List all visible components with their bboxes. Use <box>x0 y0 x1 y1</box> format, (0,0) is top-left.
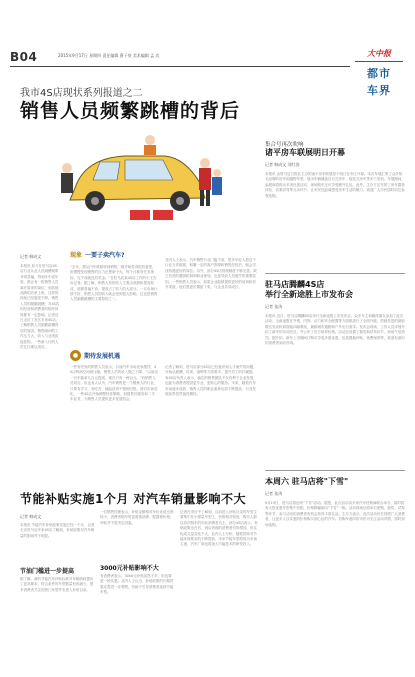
subhead-badge-icon: ● <box>70 350 81 361</box>
section-name-line2: 车界 <box>367 84 391 97</box>
page-number: B04 <box>10 50 38 64</box>
right-mid-body: 本报讯 近日，驻马店腾麟4S店举行全新途胜上市发布会，众多车主和媒体朋友参加了此次活动。全新途胜在外观、内饰、动力和安全配置等方面都进行了全面升级，搭载先进的涡轮增压发动机和智能四驱系统，兼顾城市通勤和户外出行需求。发布会现场，工作人员详细介绍了新车的各项亮点，并公布了官方指导价格。活动还设置了抽奖和试驾环节，现场气氛热烈。据介绍，新车上市期间订购可享受多重优惠，包括置换补贴、免费保养等，欢迎有意向的消费者到店咨询。 <box>265 314 405 346</box>
issue-line: 2015年9月17日 星期四 责任编辑 曹子豪 美术编辑 孟 宾 <box>58 53 160 58</box>
right-top-title-1: 集合号再次吹响 <box>265 142 304 148</box>
bottom-column1 <box>20 510 95 672</box>
bottom-byline: 记者 韩成文 <box>20 514 42 519</box>
header-rule <box>10 66 350 67</box>
subhead-prefix: 现象 <box>70 252 83 259</box>
lead-kicker: 我市4S店现状系列报道之二 <box>20 88 143 99</box>
right-mid-title-2: 举行全新途胜上市发布会 <box>265 290 353 299</box>
lead-byline: 记者 韩成文 <box>20 254 42 259</box>
bottom-body-2: 据了解，新的节能汽车补贴标准对车辆油耗提出了更高要求，符合条件的车型数量有所减少，很多消费者关注的热门车型并未进入补贴目录。 <box>20 577 94 592</box>
bottom-body-3: 一位销售经理表示，补贴金额相对车价来说比例较小，消费者购车时更看重品牌、配置和价格，补贴并不是决定因素。 <box>100 510 174 525</box>
lead-body-column5: 记者了解到，驻马店部分4S店已经意识到人才流失的问题，开始从薪酬、培训、福利等方面着手，提升员工的归属感。有4S店负责人表示，稳定的销售团队不仅有利于企业发展，也能为消费者提供更专业、更贴心的服务。未来，随着汽车市场逐步成熟，销售人员的职业素养也将不断提高，行业发展前景依然值得期待。 <box>165 365 257 397</box>
lead-subhead-2 <box>70 350 120 361</box>
right-top-body: 本报讯 由驻马店日报社主办的诸平房车联展将于明日在市区开幕。本次车展汇集了众多知名品牌的房车和越野车型，展出车辆涵盖自行式房车、拖挂式房车等多个类别。车展期间，参展商将推出多项优惠活动，现场购车还可享受额外礼包。此外，主办方还安排了房车露营体验、试乘试驾等互动环节，让市民近距离感受房车生活的魅力。欢迎广大市民届时前往参观选购。 <box>265 172 405 198</box>
right-mid-byline: 记者 张涛 <box>265 304 283 309</box>
right-top-title-2: 诸平房车联展明日开幕 <box>265 148 345 157</box>
bottom-column2-sub <box>100 560 175 664</box>
section-brand <box>355 48 403 98</box>
right-divider-1 <box>265 273 405 274</box>
right-bottom-byline: 记者 张涛 <box>265 491 283 496</box>
lead-body-column4: 一些有经验的销售人员表示，目前汽车市场竞争激烈，4S店利润空间被压缩，销售人员的收入随之下降。“以前卖一台车能拿几百元提成，现在只有一两百元。”有销售人员坦言。但也有人认为，汽车销售是一个锻炼人的行业，只要肯学习、肯吃苦，就能获得不错的回报。面对市场变化，一些4S店开始调整经营策略，加强售后服务和二手车业务，为销售人员提供更多发展机会。 <box>70 365 158 402</box>
lead-body-column1: 本报讯 如今在驻马店4S店行业从业人员跳槽现象非常普遍，每到年中或年底，都会有一批销售人员离开原来的岗位，到其他品牌的店里上班，这样的现象已经屡见不鲜。销售人员的频繁跳槽，对4S店的经营和消费者的购车体验都有一定影响。记者近日走访了市区多家4S店，了解销售人员频繁跳槽背后的原因。销售顾问的工作压力大，收入与业绩直接挂钩，一些新入行的人员往往难以适应。 <box>20 264 60 350</box>
bottom-body-5: 记者在采访中了解到，目前进入补贴目录的车型主要集中在小排量车型上，价格相对较低，购买人群以首次购车的年轻消费者为主。部分4S店表示，补贴政策出台后，到店咨询的消费者有所增加，但实际成交量变化不大。业内人士分析，随着国家对节能环保要求的不断提高，未来节能车型将成为市场主流，汽车厂商也将加大节能技术的研发投入。 <box>180 510 258 547</box>
subhead-title-1: 一要子卖汽车? <box>85 252 125 259</box>
lead-headline: 销售人员频繁跳槽的背后 <box>20 100 241 122</box>
lead-body-column2: “去年，我从汽车维修转到销售，刚开始觉得很有意思，但慢慢发现销售的压力比想象中大。每个月都有任务指标，完不成就没有奖金。”在驻马店某4S店工作的小王告诉记者。据了解，销售人员的收入主要由底薪和提成构成，底薪普遍不高，提成占了收入的大部分。一旦市场行情不好，销售人员的收入就会受到很大影响，这也是销售人员频繁跳槽的主要原因之一。 <box>70 265 158 302</box>
right-divider-2 <box>265 470 405 471</box>
bottom-subhead-1: 节油门槛进一步提高 <box>20 568 75 575</box>
subhead-title-2: 期待发展机遇 <box>84 353 121 360</box>
section-name-line1: 都市 <box>367 67 391 80</box>
lead-subhead-1 <box>70 250 125 259</box>
right-bottom-title: 本周六 驻马店将"下雪" <box>265 477 349 486</box>
bottom-subhead-2: 3000元补贴影响不大 <box>100 565 159 572</box>
page-header <box>10 50 350 64</box>
right-bottom-body: 9月19日，驻马店将迎来“下雪”活动。据悉，此次活动由多家汽车经销商联合举办，届时将有大批优惠车型集中亮相，价格降幅如同“下雪”一般。活动现场还将举行团购、抽奖、试驾等环节，参与活动的消费者有机会获得丰厚礼品。主办方表示，此次活动旨在回馈广大消费者，让更多人以实惠的价格购买到心仪的汽车。有购车意向的市民可关注活动详情，届时到场选购。 <box>265 501 405 527</box>
bottom-headline: 节能补贴实施1个月 对汽车销量影响不大 <box>20 492 247 506</box>
bottom-body-1: 本报讯 节能汽车补贴政策实施已经一个月，记者走访驻马店多家4S店了解到，补贴政策对汽车销量的影响并不明显。 <box>20 523 95 538</box>
right-story-top <box>265 140 405 611</box>
lead-left-column <box>20 250 60 444</box>
newspaper-logo: 大中报 <box>355 48 403 62</box>
lead-body-column3: 业内人士表示，汽车销售行业门槛不高，很多年轻人把这个行业当作跳板，积累一定的客户资源和销售经验后，就会寻找待遇更好的岗位。另外，部分4S店管理制度不够完善，缺乏有效的激励机制和职业规划，也是导致人员流失的重要原因。一些销售人员表示，如果企业能够提供更好的培训和晋升渠道，他们愿意长期留下来，与企业共同成长。 <box>165 258 257 290</box>
bottom-body-4: 有消费者表示，3000元补贴虽然不多，但也算是一种实惠。业内人士认为，补贴政策的长期效果还需进一步观察，有助于引导消费者选择节能车型。 <box>100 574 174 595</box>
right-top-byline: 记者 韩成文 刘红涛 <box>265 162 300 167</box>
cartoon-illustration <box>55 128 225 228</box>
right-mid-title-1: 驻马店腾麟4S店 <box>265 280 325 289</box>
